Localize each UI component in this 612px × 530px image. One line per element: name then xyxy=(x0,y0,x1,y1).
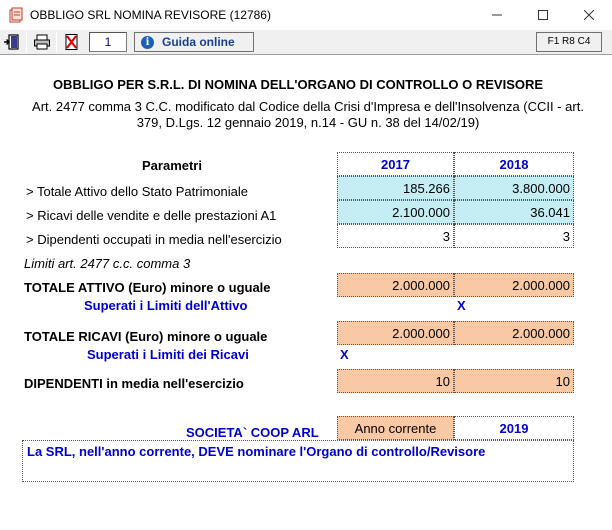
totale-ricavi-label: TOTALE RICAVI (Euro) minore o uguale xyxy=(24,329,268,344)
limite-dipendenti-2018: 10 xyxy=(454,369,574,393)
result-message: La SRL, nell'anno corrente, DEVE nominare l'Organo di controllo/Revisore xyxy=(27,444,486,459)
printer-icon[interactable] xyxy=(33,33,51,51)
limite-attivo-2017: 2.000.000 xyxy=(337,273,454,297)
anno-corrente-value: 2019 xyxy=(454,416,574,440)
minimize-icon xyxy=(492,10,502,20)
limite-dipendenti-2017: 10 xyxy=(337,369,454,393)
parametri-title: Parametri xyxy=(142,158,202,173)
input-totale-attivo-2018[interactable]: 3.800.000 xyxy=(454,176,574,200)
document-app-icon xyxy=(8,7,24,23)
input-dipendenti-2018[interactable]: 3 xyxy=(454,224,574,248)
superati-attivo-label: Superati i Limiti dell'Attivo xyxy=(84,298,248,313)
exit-icon[interactable] xyxy=(3,33,21,51)
toolbar-separator xyxy=(26,32,27,52)
input-ricavi-2017[interactable]: 2.100.000 xyxy=(337,200,454,224)
toolbar xyxy=(0,30,612,54)
limiti-note: Limiti art. 2477 c.c. comma 3 xyxy=(24,256,191,271)
limite-ricavi-2018: 2.000.000 xyxy=(454,321,574,345)
window-title: OBBLIGO SRL NOMINA REVISORE (12786) xyxy=(30,8,271,22)
close-button[interactable] xyxy=(566,0,612,30)
superati-ricavi-mark-2017: X xyxy=(340,347,349,362)
info-icon: i xyxy=(141,36,154,49)
row-label-totale-attivo: > Totale Attivo dello Stato Patrimoniale xyxy=(26,184,248,199)
superati-ricavi-label: Superati i Limiti dei Ricavi xyxy=(87,347,249,362)
row-label-dipendenti: > Dipendenti occupati in media nell'esercizio xyxy=(26,232,282,247)
page-title: OBBLIGO PER S.R.L. DI NOMINA DELL'ORGANO DI CONTROLLO O REVISORE xyxy=(52,77,544,92)
delete-document-icon[interactable] xyxy=(63,33,81,51)
limite-ricavi-2017: 2.000.000 xyxy=(337,321,454,345)
page-number-field[interactable]: 1 xyxy=(89,32,127,52)
toolbar-separator xyxy=(56,32,57,52)
guida-online-button[interactable] xyxy=(134,32,254,52)
dipendenti-label: DIPENDENTI in media nell'esercizio xyxy=(24,376,244,391)
guida-online-label: Guida online xyxy=(162,35,235,49)
totale-attivo-label: TOTALE ATTIVO (Euro) minore o uguale xyxy=(24,280,271,295)
input-totale-attivo-2017[interactable]: 185.266 xyxy=(337,176,454,200)
superati-attivo-mark-2018: X xyxy=(457,298,466,313)
year-header-2017: 2017 xyxy=(337,152,454,176)
content-panel xyxy=(0,54,612,530)
page-subtitle: Art. 2477 comma 3 C.C. modificato dal Codice della Crisi d'Impresa e dell'Insolvenza (CCII - art. 379, D.Lgs. 12 gennaio 2019, n.14 - GU n. 38 del 14/02/19) xyxy=(32,99,584,130)
input-dipendenti-2017[interactable]: 3 xyxy=(337,224,454,248)
maximize-button[interactable] xyxy=(520,0,566,30)
minimize-button[interactable] xyxy=(474,0,520,30)
close-icon xyxy=(584,10,594,20)
title-bar xyxy=(0,0,612,30)
year-header-2018: 2018 xyxy=(454,152,574,176)
field-code-box: F1 R8 C4 xyxy=(536,32,602,52)
anno-corrente-label: Anno corrente xyxy=(337,416,454,440)
result-box xyxy=(22,440,574,482)
maximize-icon xyxy=(538,10,548,20)
row-label-ricavi: > Ricavi delle vendite e delle prestazioni A1 xyxy=(26,208,277,223)
societa-type-label: SOCIETA` COOP ARL xyxy=(186,425,319,440)
limite-attivo-2018: 2.000.000 xyxy=(454,273,574,297)
input-ricavi-2018[interactable]: 36.041 xyxy=(454,200,574,224)
